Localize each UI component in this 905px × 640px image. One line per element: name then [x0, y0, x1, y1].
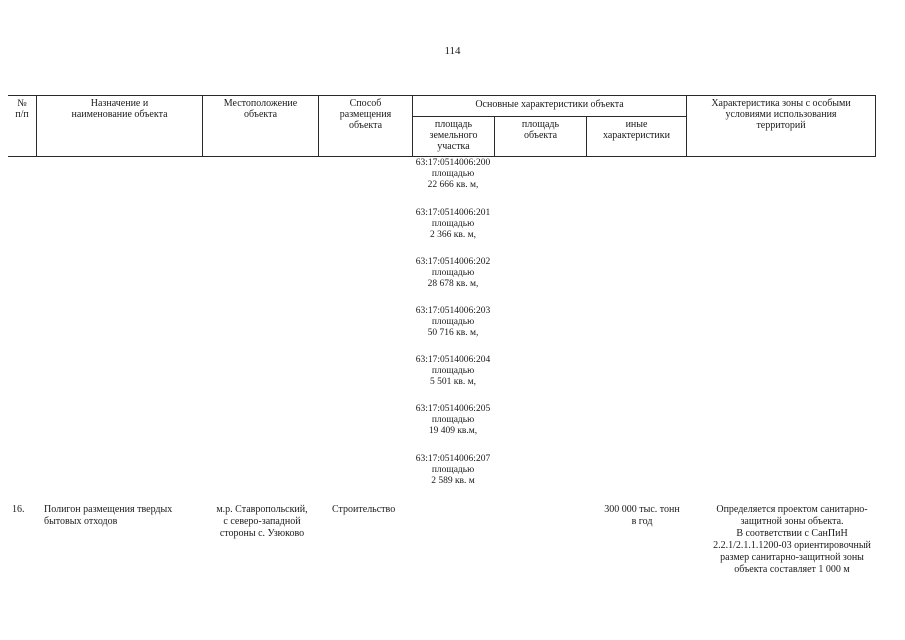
- parcel-entry: 63:17:0514006:202 площадью 28 678 кв. м,: [415, 257, 491, 289]
- parcel-entry: 63:17:0514006:203 площадью 50 716 кв. м,: [415, 306, 491, 338]
- header-method: Способ размещения объекта: [339, 98, 392, 131]
- header-num: № п/п: [15, 98, 29, 120]
- row-other-characteristics: 300 000 тыс. тонн в год: [604, 504, 680, 527]
- header-zone: Характеристика зоны с особыми условиями использования территорий: [711, 98, 851, 131]
- parcel-entry: 63:17:0514006:207 площадью 2 589 кв. м: [415, 454, 491, 486]
- row-object-name: Полигон размещения твердых бытовых отходов: [44, 504, 173, 527]
- parcel-entry: 63:17:0514006:204 площадью 5 501 кв. м,: [415, 355, 491, 387]
- page-number: 114: [444, 45, 461, 57]
- row-location: м.р. Ставропольский, с северо-западной стороны с. Узюково: [216, 504, 308, 539]
- row-zone-characteristic: Определяется проектом санитарно- защитной зоны объекта. В соответствии с СанПиН 2.2.1/2.1.1.1200-03 ориентировочный размер санитарно-защитной зоны объекта составляет 1 000 м: [713, 504, 871, 575]
- header-main-characteristics: Основные характеристики объекта: [475, 99, 624, 110]
- parcel-entry: 63:17:0514006:205 площадью 19 409 кв.м,: [415, 404, 491, 436]
- row-method: Строительство: [332, 504, 396, 515]
- header-other-characteristics: иные характеристики: [602, 119, 670, 141]
- header-name: Назначение и наименование объекта: [71, 98, 168, 120]
- parcel-entry: 63:17:0514006:201 площадью 2 366 кв. м,: [415, 208, 491, 240]
- parcel-entry: 63:17:0514006:200 площадью 22 666 кв. м,: [415, 158, 491, 190]
- header-bottom-rule: [8, 156, 876, 157]
- row-number: 16.: [12, 504, 25, 515]
- col-divider-8: [875, 95, 876, 156]
- subheader-rule: [412, 116, 686, 117]
- header-location: Местоположение объекта: [223, 98, 298, 120]
- header-land-area: площадь земельного участка: [429, 119, 478, 152]
- header-top-rule: [8, 95, 876, 96]
- header-object-area: площадь объекта: [521, 119, 560, 141]
